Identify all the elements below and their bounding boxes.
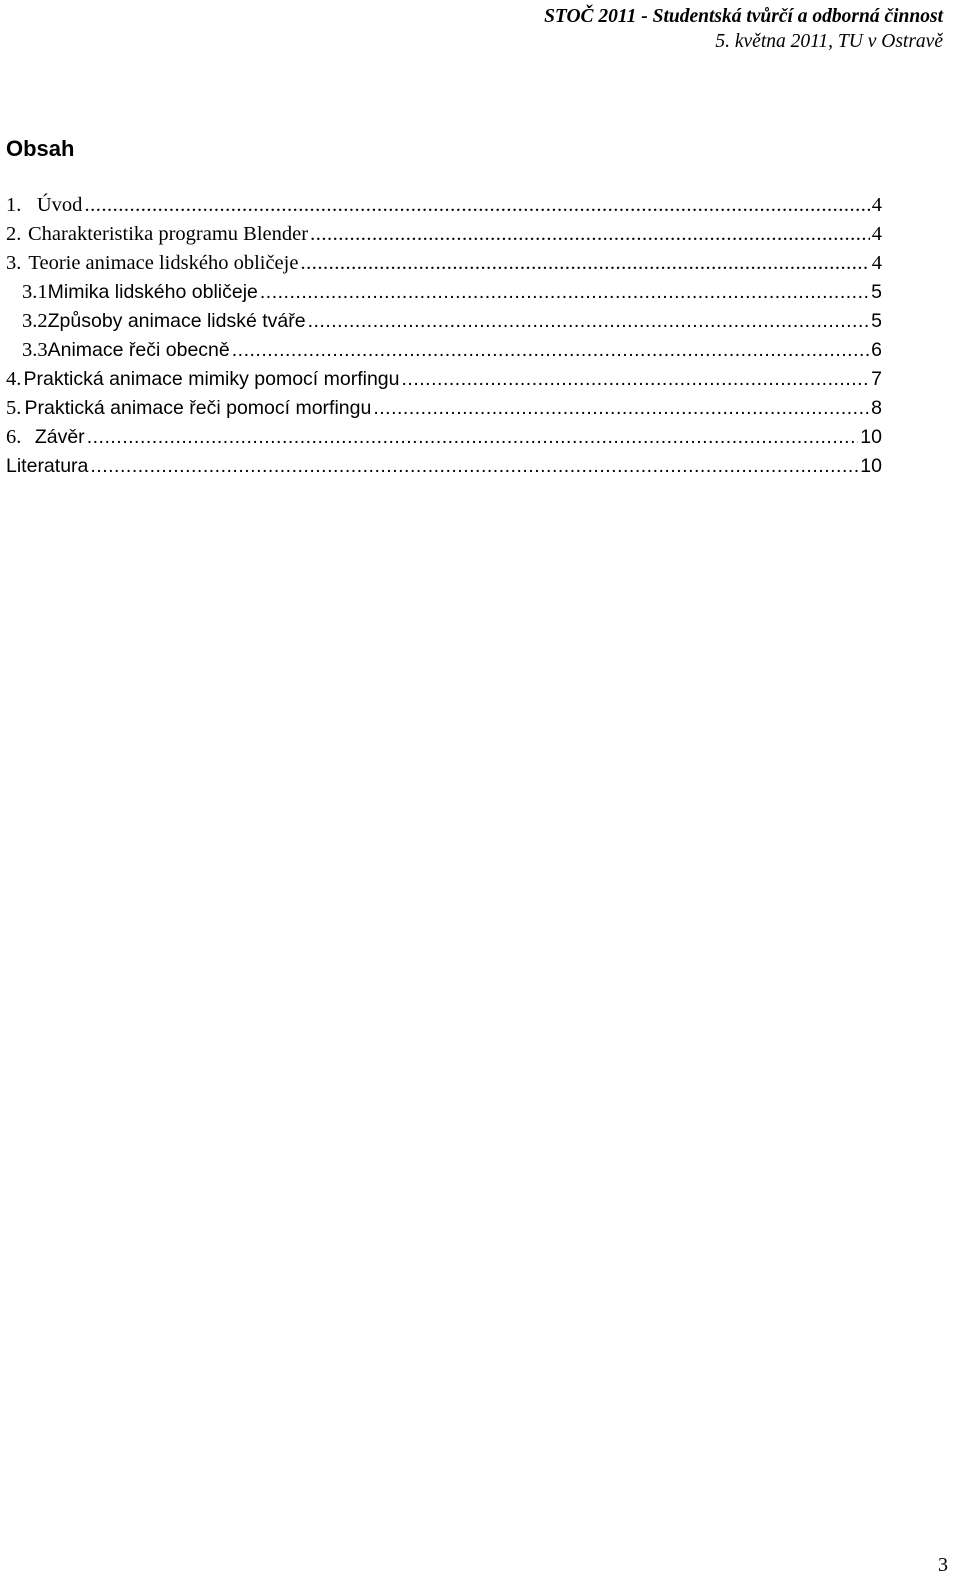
page-header [544, 4, 943, 54]
toc-entry-uvod[interactable] [6, 194, 882, 223]
dot-leader [373, 397, 869, 420]
toc-entry-number: 3.2 [22, 310, 48, 332]
toc-entry-label: Úvod [36, 194, 83, 216]
dot-leader [310, 223, 870, 246]
dot-leader [232, 339, 869, 362]
toc-entry-number: 1. [6, 194, 22, 216]
toc-entry-page: 5 [871, 281, 882, 303]
toc-entry-prakticka-rec[interactable] [6, 397, 882, 426]
toc-entry-prakticka-mimika[interactable] [6, 368, 882, 397]
toc-entry-zaver[interactable] [6, 426, 882, 455]
header-date-location: 5. května 2011, TU v Ostravě [715, 31, 943, 52]
toc-entry-literatura[interactable] [6, 455, 882, 484]
toc-entry-page: 6 [871, 339, 882, 361]
toc-entry-page: 7 [871, 368, 882, 390]
toc-entry-number: 2. [6, 223, 22, 245]
toc-entry-number: 3. [6, 252, 22, 274]
toc-entry-number: 3.3 [22, 339, 48, 361]
toc-entry-number: 6. [6, 426, 22, 448]
toc-entry-label: Mimika lidského obličeje [47, 281, 258, 303]
toc-entry-label: Praktická animace řeči pomocí morfingu [24, 397, 372, 419]
dot-leader [300, 252, 869, 275]
toc-entry-label: Literatura [6, 455, 89, 477]
dot-leader [87, 426, 859, 449]
toc-entry-page: 10 [860, 426, 882, 448]
toc-entry-mimika[interactable] [6, 281, 882, 310]
dot-leader [402, 368, 870, 391]
toc-entry-page: 4 [871, 252, 882, 274]
toc-entry-teorie[interactable] [6, 252, 882, 281]
toc-entry-page: 8 [871, 397, 882, 419]
toc-entry-page: 10 [860, 455, 882, 477]
toc-entry-label: Charakteristika programu Blender [28, 223, 309, 245]
header-conference-title: STOČ 2011 - Studentská tvůrčí a odborná činnost [544, 6, 943, 27]
toc-entry-number: 3.1 [22, 281, 48, 303]
toc-entry-page: 4 [871, 194, 882, 216]
toc-entry-page: 4 [871, 223, 882, 245]
toc-entry-charakteristika[interactable] [6, 223, 882, 252]
toc-entry-page: 5 [871, 310, 882, 332]
page-number: 3 [938, 1554, 948, 1576]
toc-entry-number: 5. [6, 397, 22, 419]
toc-entry-animace-reci[interactable] [6, 339, 882, 368]
toc-entry-label: Animace řeči obecně [47, 339, 230, 361]
toc-entry-label: Způsoby animace lidské tváře [47, 310, 306, 332]
table-of-contents [6, 194, 882, 484]
dot-leader [84, 194, 869, 217]
toc-title: Obsah [6, 136, 75, 161]
toc-entry-number: 4. [6, 368, 22, 390]
dot-leader [90, 455, 858, 478]
toc-entry-label: Závěr [34, 426, 85, 448]
toc-entry-label: Teorie animace lidského obličeje [28, 252, 299, 274]
dot-leader [308, 310, 870, 333]
toc-entry-label: Praktická animace mimiky pomocí morfingu [23, 368, 400, 390]
dot-leader [260, 281, 869, 304]
toc-entry-zpusoby[interactable] [6, 310, 882, 339]
